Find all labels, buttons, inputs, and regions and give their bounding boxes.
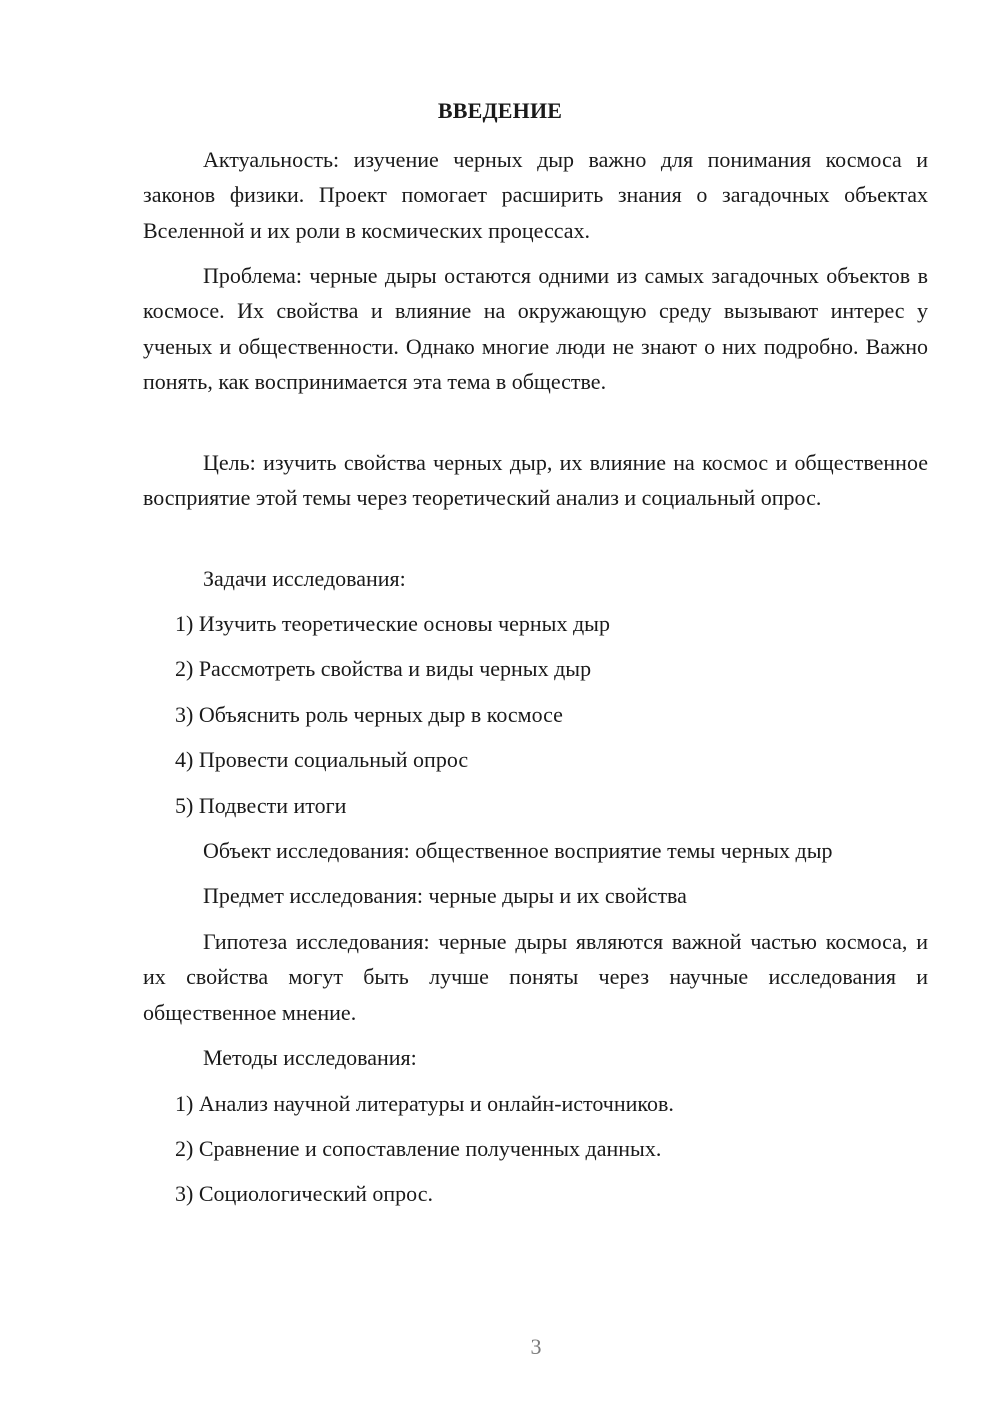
- task-item: 2) Рассмотреть свойства и виды черных дыр: [175, 656, 592, 681]
- task-item: 3) Объяснить роль черных дыр в космосе: [175, 702, 563, 727]
- task-item: 4) Провести социальный опрос: [175, 747, 469, 772]
- task-item: 5) Подвести итоги: [175, 793, 347, 818]
- relevance-paragraph: Актуальность: изучение черных дыр важно для понимания космоса и законов физики. Проект помогает расширить знания о загадочных объектах Вселенной и их роли в космических процессах.: [143, 147, 928, 243]
- section-title: ВВЕДЕНИЕ: [437, 98, 563, 123]
- methods-heading: Методы исследования:: [203, 1045, 417, 1070]
- goal-paragraph: Цель: изучить свойства черных дыр, их влияние на космос и общественное восприятие этой темы через теоретический анализ и социальный опрос.: [143, 450, 928, 511]
- page-number: 3: [530, 1334, 542, 1359]
- hypothesis-paragraph: Гипотеза исследования: черные дыры являются важной частью космоса, и их свойства могут быть лучше поняты через научные исследования и общественное мнение.: [143, 929, 928, 1025]
- tasks-heading: Задачи исследования:: [203, 566, 406, 591]
- method-item: 3) Социологический опрос.: [175, 1181, 433, 1206]
- task-item: 1) Изучить теоретические основы черных дыр: [175, 611, 610, 636]
- research-subject: Предмет исследования: черные дыры и их свойства: [203, 883, 687, 908]
- problem-paragraph: Проблема: черные дыры остаются одними из самых загадочных объектов в космосе. Их свойства и влияние на окружающую среду вызывают интерес у ученых и общественности. Однако многие люди не знают о них подробно. Важно понять, как воспринимается эта тема в обществе.: [143, 263, 928, 394]
- method-item: 2) Сравнение и сопоставление полученных данных.: [175, 1136, 662, 1161]
- research-object: Объект исследования: общественное восприятие темы черных дыр: [203, 838, 833, 863]
- method-item: 1) Анализ научной литературы и онлайн-источников.: [175, 1091, 674, 1116]
